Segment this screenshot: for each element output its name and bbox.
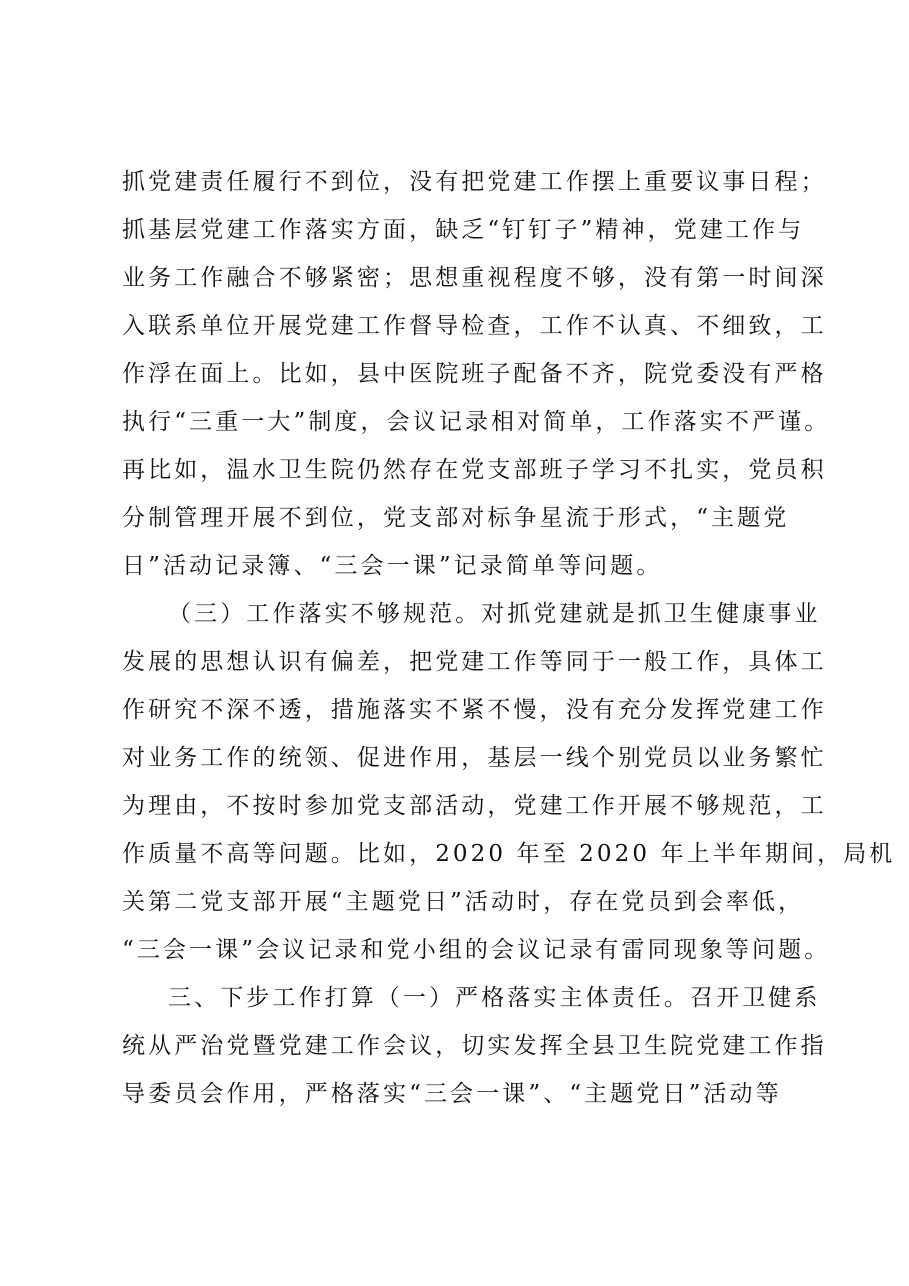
text-line: 抓党建责任履行不到位，没有把党建工作摆上重要议事日程； — [122, 169, 827, 195]
text-line: “三会一课”会议记录和党小组的会议记录有雷同现象等问题。 — [122, 937, 831, 963]
text-line: 分制管理开展不到位，党支部对标争星流于形式，“主题党 — [122, 505, 790, 531]
text-line: 导委员会作用，严格落实“三会一课”、“主题党日”活动等 — [122, 1081, 782, 1107]
text-line: 执行“三重一大”制度，会议记录相对简单，工作落实不严谨。 — [122, 409, 831, 435]
text-line: 入联系单位开展党建工作督导检查，工作不认真、不细致，工 — [122, 313, 827, 339]
text-line: 作质量不高等问题。比如，2020 年至 2020 年上半年期间，局机 — [122, 841, 896, 867]
text-line: 业务工作融合不够紧密；思想重视程度不够，没有第一时间深 — [122, 265, 827, 291]
text-line: 关第二党支部开展“主题党日”活动时，存在党员到会率低， — [122, 889, 805, 915]
text-line: 对业务工作的统领、促进作用，基层一线个别党员以业务繁忙 — [122, 745, 827, 771]
text-line: 作研究不深不透，措施落实不紧不慢，没有充分发挥党建工作 — [122, 697, 827, 723]
text-line: 抓基层党建工作落实方面，缺乏“钉钉子”精神，党建工作与 — [122, 217, 805, 243]
text-line: 发展的思想认识有偏差，把党建工作等同于一般工作，具体工 — [122, 649, 827, 675]
paragraph-first-line: 三、下步工作打算（一）严格落实主体责任。召开卫健系 — [168, 985, 821, 1011]
text-line: 日”活动记录簿、“三会一课”记录简单等问题。 — [122, 553, 663, 579]
text-line: 为理由，不按时参加党支部活动，党建工作开展不够规范，工 — [122, 793, 827, 819]
text-line: 统从严治党暨党建工作会议，切实发挥全县卫生院党建工作指 — [122, 1033, 827, 1059]
paragraph-first-line: （三）工作落实不够规范。对抓党建就是抓卫生健康事业 — [168, 601, 821, 627]
text-line: 再比如，温水卫生院仍然存在党支部班子学习不扎实，党员积 — [122, 457, 827, 483]
text-line: 作浮在面上。比如，县中医院班子配备不齐，院党委没有严格 — [122, 361, 827, 387]
